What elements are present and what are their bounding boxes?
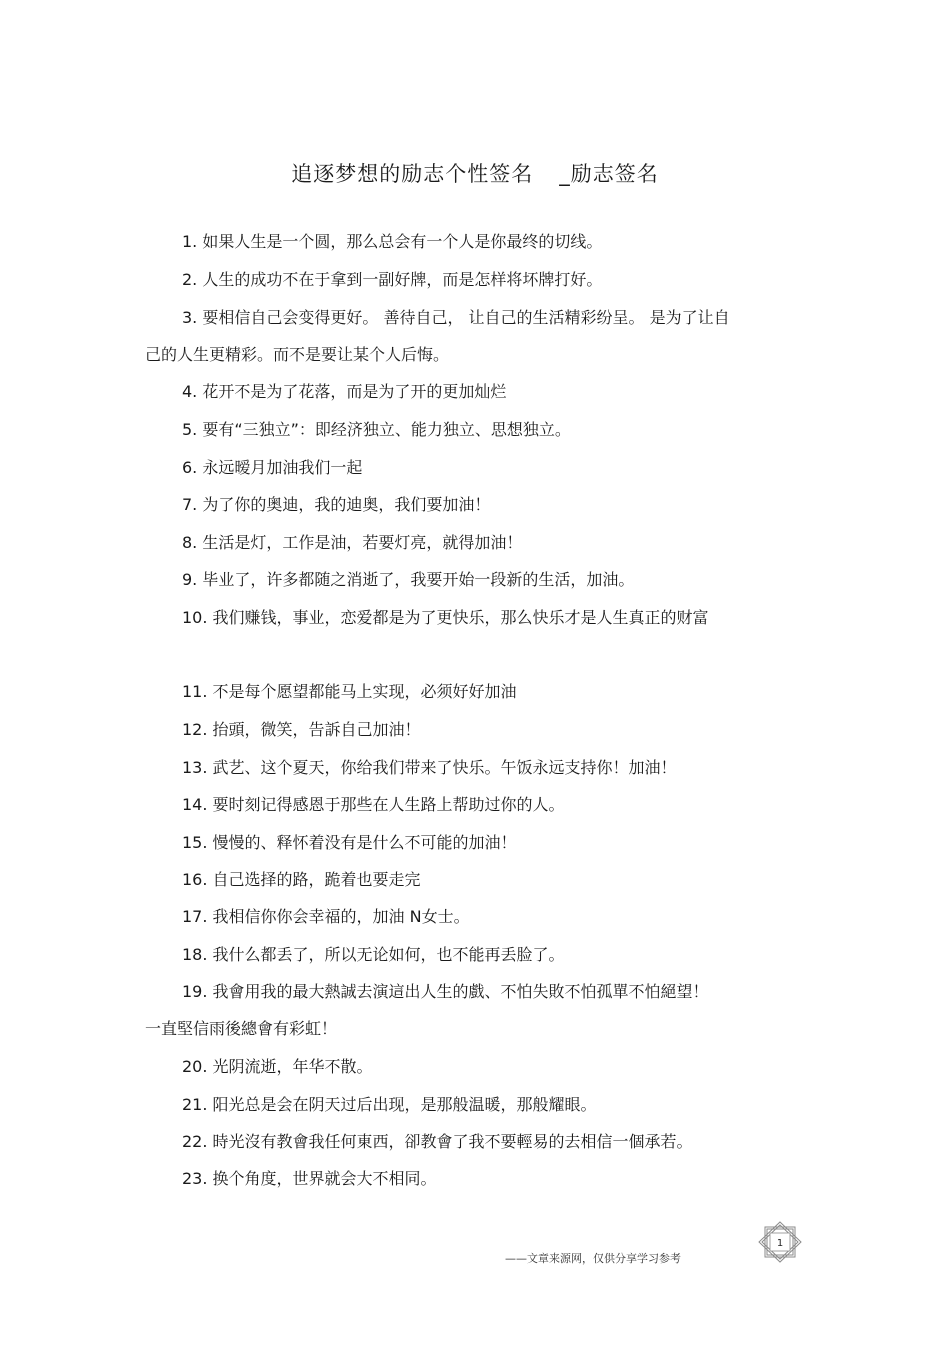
list-item: 15. 慢慢的、释怀着没有是什么不可能的加油！	[182, 833, 517, 852]
list-item: 16. 自己选择的路，跪着也要走完	[182, 870, 421, 889]
ornament-frame-icon	[756, 1220, 804, 1264]
list-item: 20. 光阴流逝，年华不散。	[182, 1057, 373, 1076]
list-item: 3. 要相信自己会变得更好。 善待自己， 让自己的生活精彩纷呈。 是为了让自	[182, 308, 730, 327]
list-item: 4. 花开不是为了花落，而是为了开的更加灿烂	[182, 382, 507, 401]
list-item: 21. 阳光总是会在阴天过后出现，是那般温暖，那般耀眼。	[182, 1095, 597, 1114]
title-sub: _励志签名	[559, 162, 659, 186]
list-item: 2. 人生的成功不在于拿到一副好牌，而是怎样将坏牌打好。	[182, 270, 603, 289]
list-item: 17. 我相信你你会幸福的，加油 N女士。	[182, 907, 470, 926]
list-item: 23. 换个角度，世界就会大不相同。	[182, 1169, 437, 1188]
list-item: 6. 永远暧月加油我们一起	[182, 458, 363, 477]
list-item: 5. 要有“三独立”：即经济独立、能力独立、思想独立。	[182, 420, 571, 439]
list-item: 22. 時光沒有教會我任何東西，卻教會了我不要輕易的去相信一個承若。	[182, 1132, 693, 1151]
list-item-continuation: 一直堅信雨後總會有彩虹！	[145, 1019, 338, 1038]
list-item: 7. 为了你的奥迪，我的迪奥，我们要加油！	[182, 495, 491, 514]
list-item: 13. 武艺、这个夏天，你给我们带来了快乐。午饭永远支持你！加油！	[182, 758, 677, 777]
list-item: 18. 我什么都丢了，所以无论如何，也不能再丢脸了。	[182, 945, 565, 964]
document-title	[0, 158, 950, 188]
page-number: 1	[776, 1238, 784, 1249]
list-item: 8. 生活是灯，工作是油，若要灯亮，就得加油！	[182, 533, 523, 552]
list-item: 1. 如果人生是一个圆，那么总会有一个人是你最终的切线。	[182, 232, 603, 251]
list-item: 11. 不是每个愿望都能马上实现，必须好好加油	[182, 682, 517, 701]
list-item: 10. 我们赚钱，事业，恋爱都是为了更快乐，那么快乐才是人生真正的财富	[182, 608, 709, 627]
title-main: 追逐梦想的励志个性签名	[291, 162, 534, 186]
list-item: 12. 抬頭，微笑，告訴自己加油！	[182, 720, 421, 739]
page-number-badge	[756, 1220, 804, 1264]
footer-source-note: ——文章来源网，仅供分享学习参考	[505, 1252, 681, 1265]
list-item: 14. 要时刻记得感恩于那些在人生路上帮助过你的人。	[182, 795, 565, 814]
list-item: 9. 毕业了，许多都随之消逝了，我要开始一段新的生活，加油。	[182, 570, 635, 589]
list-item-continuation: 己的人生更精彩。而不是要让某个人后悔。	[145, 345, 450, 364]
list-item: 19. 我會用我的最大熱誠去演這出人生的戲、不怕失敗不怕孤單不怕絕望！	[182, 982, 709, 1001]
